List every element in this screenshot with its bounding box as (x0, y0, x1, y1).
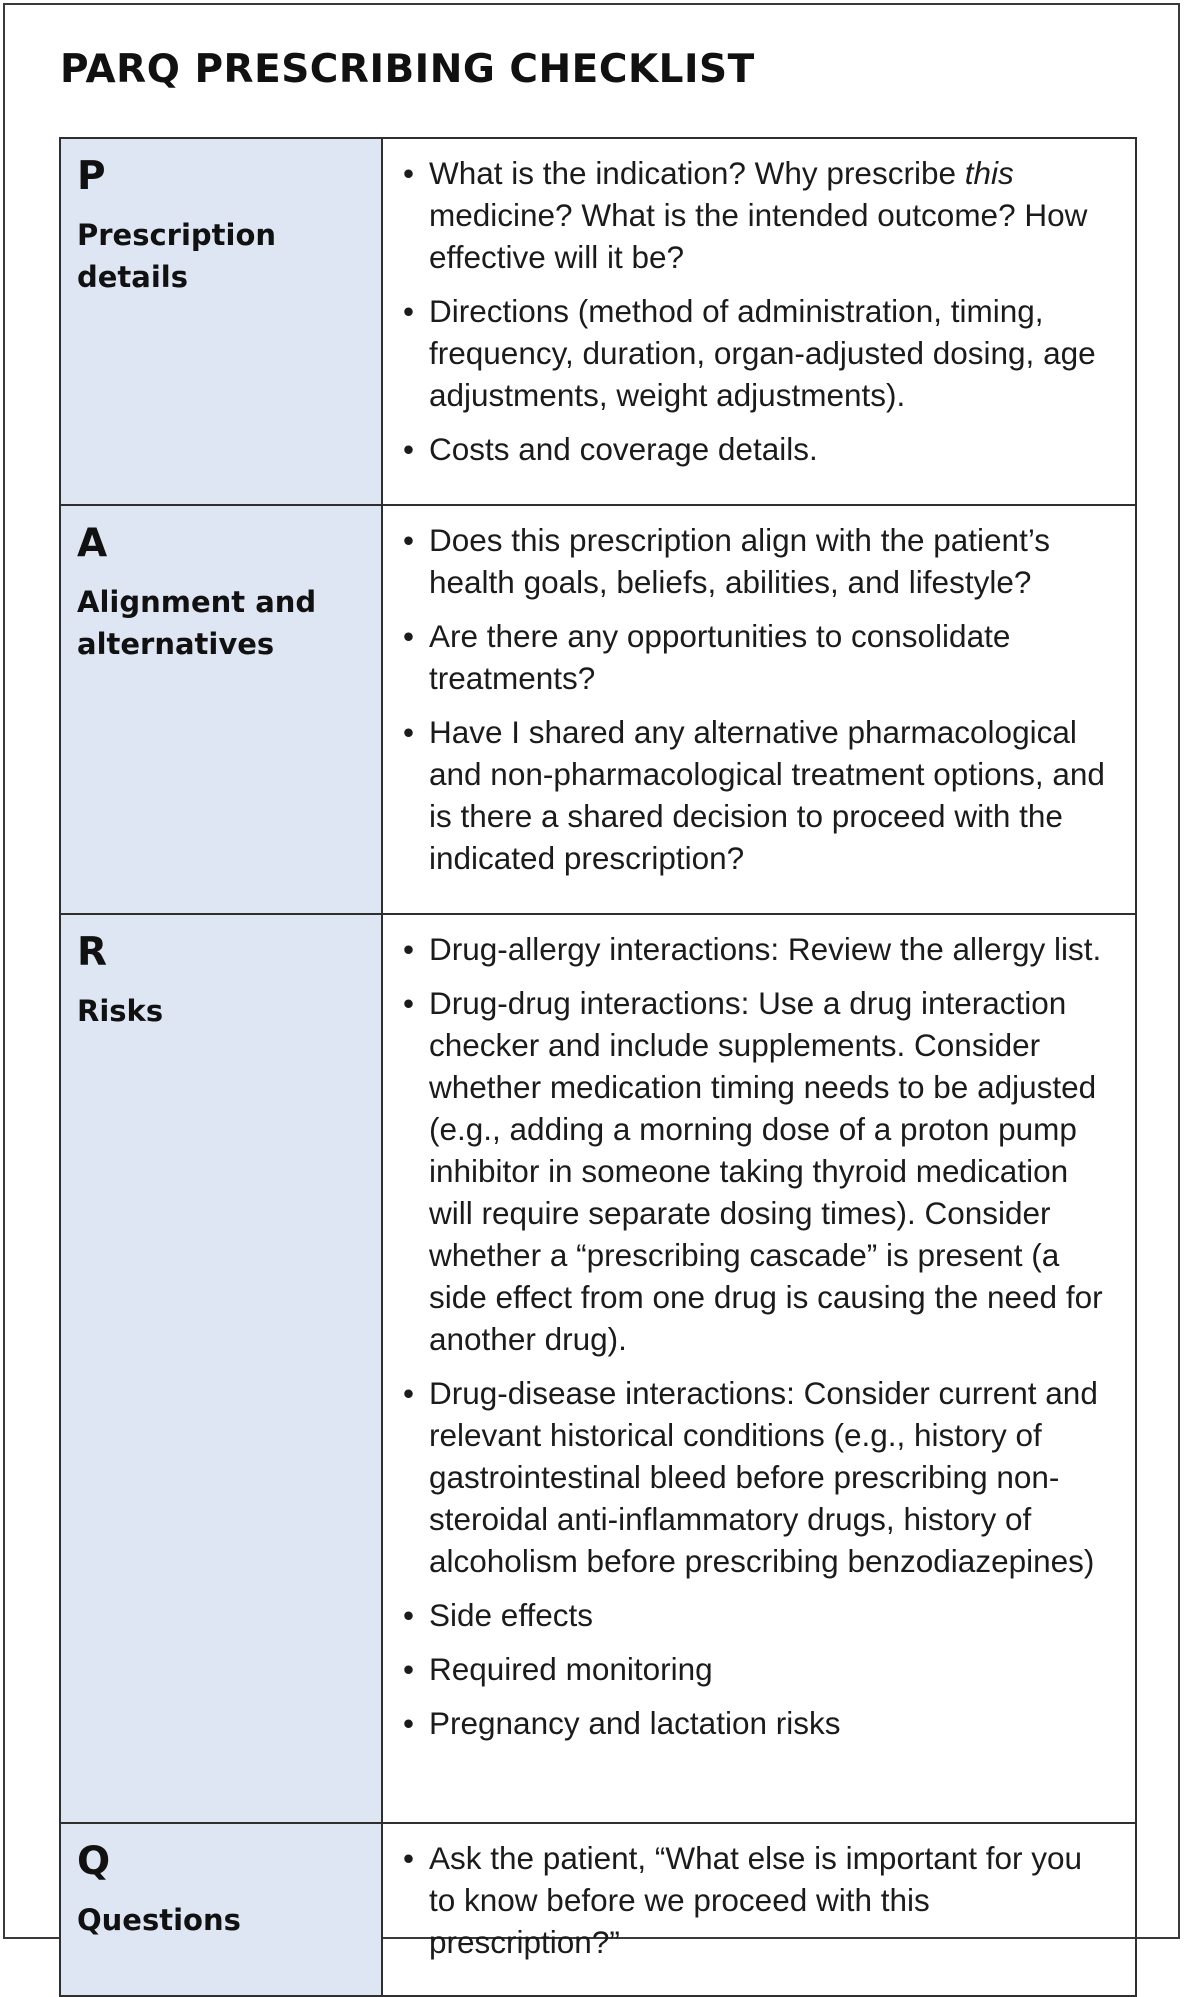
bullet-list (399, 928, 1117, 1744)
row-items-cell (382, 1823, 1136, 1996)
list-item: • Costs and coverage details. (399, 428, 1117, 470)
list-item: • Pregnancy and lactation risks (399, 1702, 1117, 1744)
row-label-cell (60, 914, 382, 1823)
row-letter: P (77, 154, 106, 199)
checklist-table (59, 137, 1137, 1997)
row-items-cell (382, 914, 1136, 1823)
list-item: • Are there any opportunities to consolidate treatments? (399, 615, 1117, 699)
bullet-list (399, 1837, 1117, 1963)
row-name: Prescription details (77, 218, 277, 294)
row-letter: Q (77, 1839, 111, 1884)
list-item: • What is the indication? Why prescribe this medicine? What is the intended outcome? How effective will it be? (399, 152, 1117, 278)
list-item: • Required monitoring (399, 1648, 1117, 1690)
row-items-cell (382, 505, 1136, 914)
list-item: • Ask the patient, “What else is important for you to know before we proceed with this prescription?” (399, 1837, 1117, 1963)
row-label-cell (60, 1823, 382, 1996)
list-item: • Directions (method of administration, timing, frequency, duration, organ-adjusted dosing, age adjustments, weight adjustments). (399, 290, 1117, 416)
row-name: Alignment and alternatives (77, 585, 317, 661)
list-item: • Drug-allergy interactions: Review the allergy list. (399, 928, 1117, 970)
row-name: Questions (77, 1903, 241, 1937)
table-row-alignment (60, 505, 1136, 914)
table-row-questions (60, 1823, 1136, 1996)
list-item: • Have I shared any alternative pharmacological and non-pharmacological treatment options, and is there a shared decision to proceed with the indicated prescription? (399, 711, 1117, 879)
row-letter: A (77, 521, 108, 566)
list-item: • Drug-drug interactions: Use a drug interaction checker and include supplements. Consider whether medication timing needs to be adjusted (e.g., adding a morning dose of a proton pump inhibitor in someone taking thyroid medication will require separate dosing times). Consider whether a “prescribing cascade” is present (a side effect from one drug is causing the need for another drug). (399, 982, 1117, 1360)
row-letter: R (77, 930, 108, 975)
row-label-cell (60, 138, 382, 505)
row-label-cell (60, 505, 382, 914)
list-item: • Drug-disease interactions: Consider current and relevant historical conditions (e.g., history of gastrointestinal bleed before prescribing non-steroidal anti-inflammatory drugs, history of alcoholism before prescribing benzodiazepines) (399, 1372, 1117, 1582)
row-items-cell (382, 138, 1136, 505)
table-row-risks (60, 914, 1136, 1823)
bullet-list (399, 519, 1117, 879)
emphasis-text: this (964, 155, 1014, 191)
page-title: PARQ PRESCRIBING CHECKLIST (60, 47, 755, 92)
bullet-list (399, 152, 1117, 470)
list-item: • Side effects (399, 1594, 1117, 1636)
row-name: Risks (77, 994, 164, 1028)
table-row-prescription (60, 138, 1136, 505)
checklist-frame (3, 3, 1180, 1960)
list-item: • Does this prescription align with the patient’s health goals, beliefs, abilities, and lifestyle? (399, 519, 1117, 603)
